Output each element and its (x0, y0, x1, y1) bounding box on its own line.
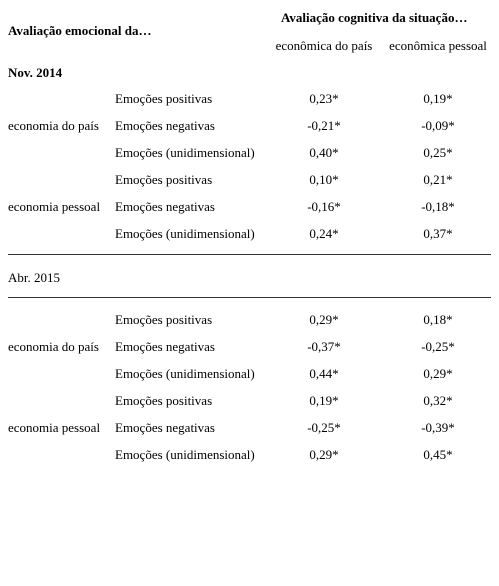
value-cell: -0,39* (421, 420, 455, 435)
group-label: economia do país (8, 339, 99, 354)
column-group-title: Avaliação cognitiva da situação… (281, 10, 468, 25)
table-divider (8, 297, 491, 298)
emotion-label: Emoções negativas (115, 118, 215, 133)
value-cell: 0,25* (423, 145, 453, 160)
group-label: economia pessoal (8, 199, 101, 214)
row-header-title: Avaliação emocional da… (8, 23, 152, 38)
value-cell: -0,18* (421, 199, 455, 214)
value-cell: -0,16* (307, 199, 341, 214)
emotion-label: Emoções negativas (115, 420, 215, 435)
emotion-label: Emoções positivas (115, 172, 213, 187)
period-label: Abr. 2015 (8, 270, 60, 285)
table-divider (8, 254, 491, 255)
emotion-label: Emoções (unidimensional) (115, 447, 255, 462)
emotion-label: Emoções negativas (115, 199, 215, 214)
group-label: economia pessoal (8, 420, 101, 435)
value-cell: 0,19* (423, 91, 453, 106)
emotion-label: Emoções positivas (115, 393, 213, 408)
value-cell: 0,40* (309, 145, 339, 160)
emotion-label: Emoções negativas (115, 339, 215, 354)
emotion-label: Emoções positivas (115, 91, 213, 106)
value-cell: 0,45* (423, 447, 453, 462)
emotion-label: Emoções (unidimensional) (115, 226, 255, 241)
period-label: Nov. 2014 (8, 65, 63, 80)
value-cell: 0,21* (423, 172, 453, 187)
emotion-label: Emoções (unidimensional) (115, 366, 255, 381)
value-cell: 0,29* (309, 447, 339, 462)
value-cell: -0,21* (307, 118, 341, 133)
value-cell: 0,18* (423, 312, 453, 327)
value-cell: 0,29* (309, 312, 339, 327)
value-cell: 0,24* (309, 226, 339, 241)
col-header-pais: econômica do país (275, 38, 373, 53)
value-cell: -0,25* (307, 420, 341, 435)
emotion-label: Emoções (unidimensional) (115, 145, 255, 160)
emotion-label: Emoções positivas (115, 312, 213, 327)
value-cell: -0,25* (421, 339, 455, 354)
value-cell: 0,44* (309, 366, 339, 381)
value-cell: 0,10* (309, 172, 339, 187)
group-label: economia do país (8, 118, 99, 133)
value-cell: 0,32* (423, 393, 453, 408)
value-cell: 0,23* (309, 91, 339, 106)
value-cell: 0,19* (309, 393, 339, 408)
value-cell: 0,37* (423, 226, 453, 241)
value-cell: -0,09* (421, 118, 455, 133)
col-header-pessoal: econômica pessoal (389, 38, 487, 53)
value-cell: -0,37* (307, 339, 341, 354)
value-cell: 0,29* (423, 366, 453, 381)
